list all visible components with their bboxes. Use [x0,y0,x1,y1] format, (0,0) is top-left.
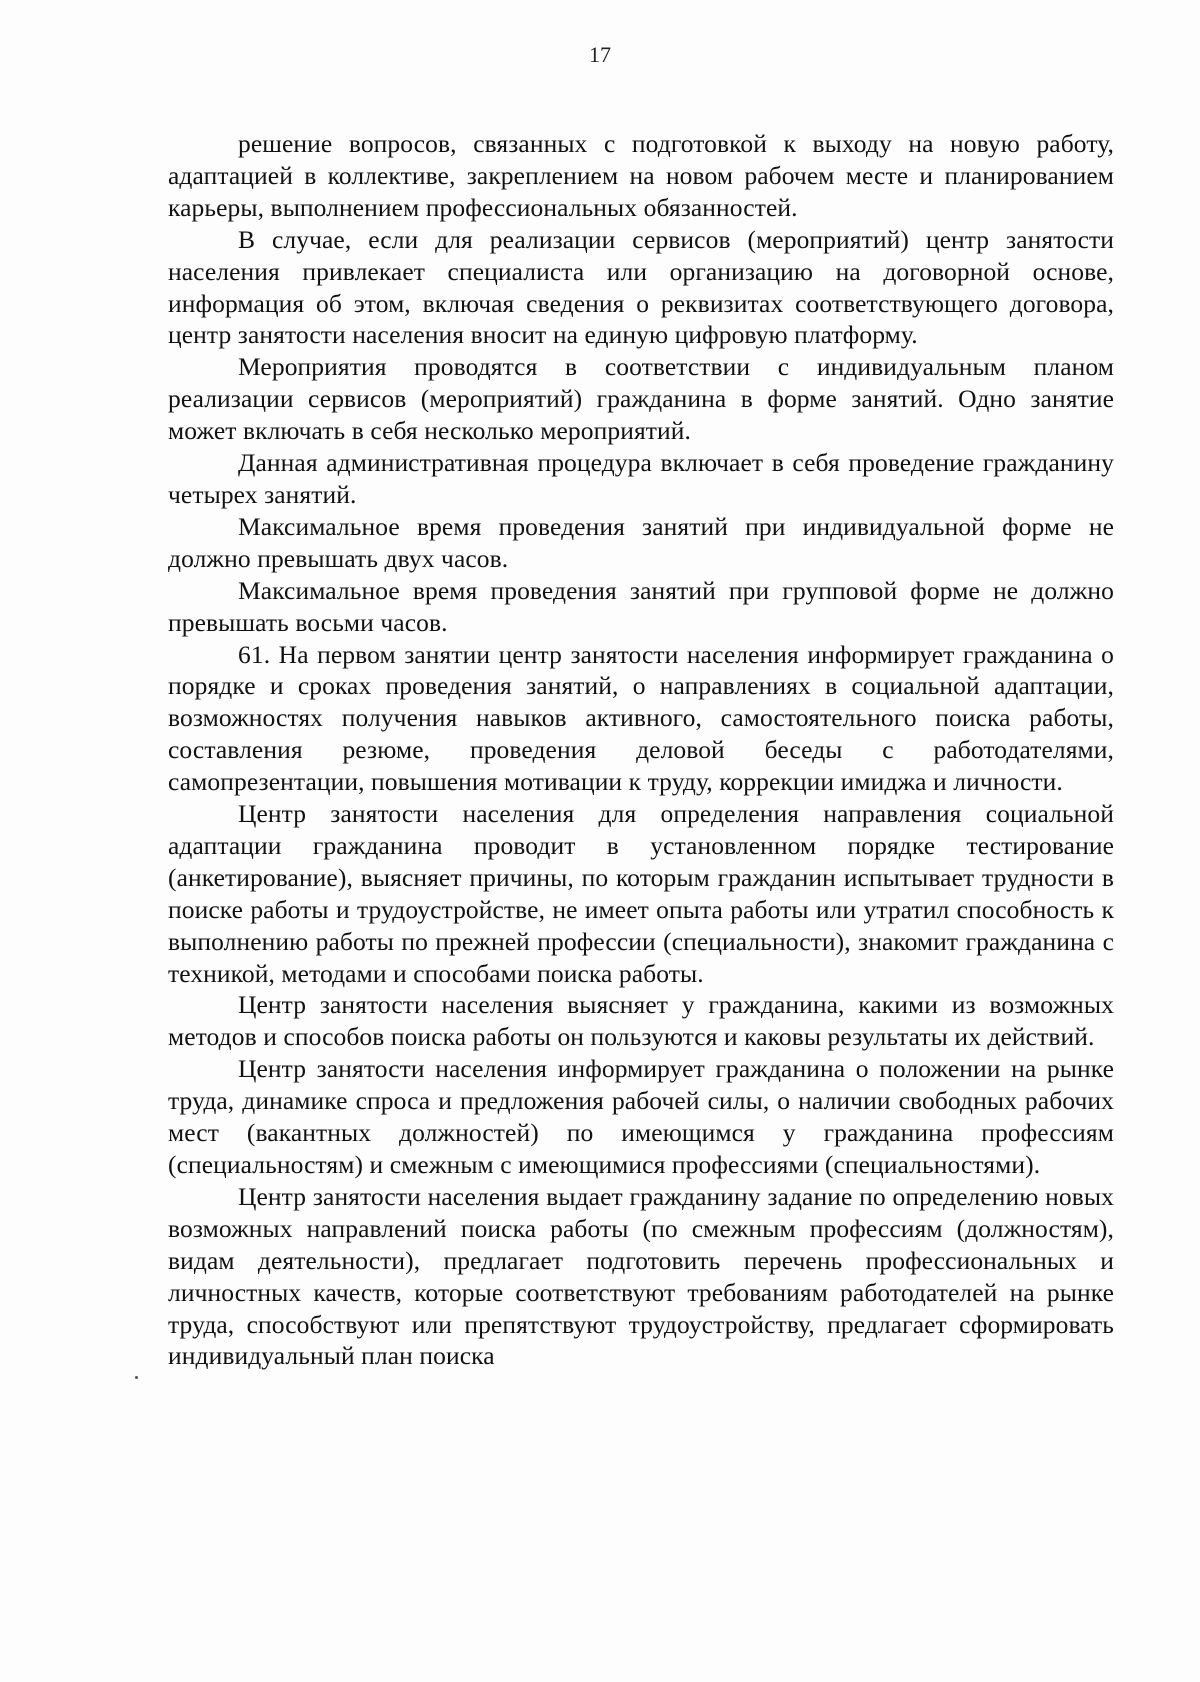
paragraph: Центр занятости населения выясняет у гражданина, какими из возможных методов и способов поиска работы он пользуются и каковы результаты их действий. [168,990,1114,1052]
paragraph: Данная административная процедура включает в себя проведение гражданину четырех занятий. [168,448,1114,509]
paragraph: Центр занятости населения для определения направления социальной адаптации гражданина проводит в установленном порядке тестирование (анкетирование), выясняет причины, по которым гражданин испытывает трудности в поиске работы и трудоустройстве, не имеет опыта работы или утратил способность к выполнению работы по прежней профессии (специальности), знакомит гражданина с техникой, методами и способами поиска работы. [168,799,1114,988]
paragraph: Центр занятости населения выдает гражданину задание по определению новых возможных направлений поиска работы (по смежным профессиям (должностям), видам деятельности), предлагает подготовить перечень профессиональных и личностных качеств, которые соответствуют требованиям работодателей на рынке труда, способствуют или препятствуют трудоустройству, предлагает сформировать индивидуальный план поиска [168,1181,1114,1371]
paragraph: Центр занятости населения информирует гражданина о положении на рынке труда, динамике спроса и предложения рабочей силы, о наличии свободных рабочих мест (вакантных должностей) по имеющимся у гражданина профессиям (специальностям) и смежным с имеющимися профессиями (специальностями). [168,1054,1114,1179]
paragraph: Мероприятия проводятся в соответствии с индивидуальным планом реализации сервисов (мероприятий) гражданина в форме занятий. Одно занятие может включать в себя несколько мероприятий. [168,352,1114,446]
document-body [168,128,1114,1372]
paragraph: решение вопросов, связанных с подготовкой к выходу на новую работу, адаптацией в коллективе, закреплением на новом рабочем месте и планированием карьеры, выполнением профессиональных обязанностей. [168,129,1114,222]
scan-speck [135,1376,138,1379]
paragraph: В случае, если для реализации сервисов (мероприятий) центр занятости населения привлекает специалиста или организацию на договорной основе, информация об этом, включая сведения о реквизитах соответствующего договора, центр занятости населения вносит на единую цифровую платформу. [168,224,1114,350]
paragraph: Максимальное время проведения занятий при групповой форме не должно превышать восьми часов. [168,575,1114,637]
page-number: 17 [589,42,611,67]
paragraph: Максимальное время проведения занятий при индивидуальной форме не должно превышать двух часов. [168,511,1114,573]
paragraph: 61. На первом занятии центр занятости населения информирует гражданина о порядке и сроках проведения занятий, о направлениях в социальной адаптации, возможностях получения навыков активного, самостоятельного поиска работы, составления резюме, проведения деловой беседы с работодателями, самопрезентации, повышения мотивации к труду, коррекции имиджа и личности. [168,639,1114,797]
